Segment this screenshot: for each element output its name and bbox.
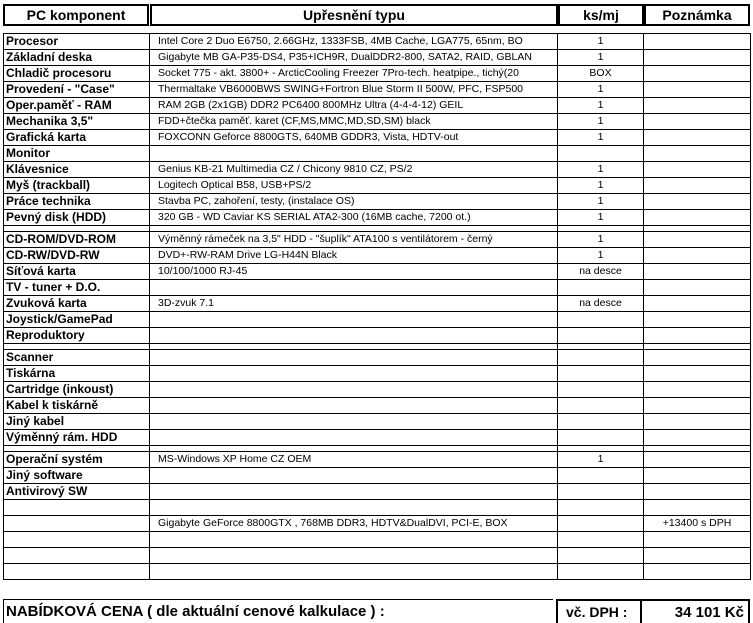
- separator-cell: [644, 344, 751, 349]
- offer-price-label: NABÍDKOVÁ CENA ( dle aktuální cenové kalkulace ) :: [3, 599, 553, 623]
- qty-cell: 1: [558, 178, 644, 193]
- qty-cell: [558, 548, 644, 563]
- separator-cell: [644, 226, 751, 231]
- spec-cell: [150, 146, 558, 161]
- note-cell: [644, 468, 751, 483]
- component-cell: CD-RW/DVD-RW: [4, 248, 150, 263]
- note-cell: [644, 398, 751, 413]
- qty-cell: [558, 468, 644, 483]
- note-cell: [644, 248, 751, 263]
- qty-cell: BOX: [558, 66, 644, 81]
- note-cell: [644, 280, 751, 295]
- note-cell: [644, 98, 751, 113]
- component-cell: [4, 500, 150, 515]
- qty-cell: [558, 398, 644, 413]
- table-row: [4, 210, 751, 226]
- separator-cell: [558, 446, 644, 451]
- table-row: [4, 532, 751, 548]
- qty-cell: 1: [558, 210, 644, 225]
- note-cell: [644, 146, 751, 161]
- spec-cell: [150, 350, 558, 365]
- component-cell: Grafická karta: [4, 130, 150, 145]
- component-cell: Výměnný rám. HDD: [4, 430, 150, 445]
- table-row: [4, 98, 751, 114]
- note-cell: [644, 50, 751, 65]
- note-cell: [644, 500, 751, 515]
- component-cell: Chladič procesoru: [4, 66, 150, 81]
- header-note: Poznámka: [644, 4, 750, 26]
- component-cell: CD-ROM/DVD-ROM: [4, 232, 150, 247]
- table-row: [4, 328, 751, 344]
- qty-cell: 1: [558, 114, 644, 129]
- vat-label: vč. DPH :: [556, 599, 642, 623]
- component-cell: Operační systém: [4, 452, 150, 467]
- table-row: [4, 366, 751, 382]
- spec-cell: Gigabyte GeForce 8800GTX , 768MB DDR3, HDTV&DualDVI, PCI-E, BOX: [150, 516, 558, 531]
- spec-cell: 3D-zvuk 7.1: [150, 296, 558, 311]
- component-cell: Provedení - "Case": [4, 82, 150, 97]
- table-row: [4, 66, 751, 82]
- spec-cell: 10/100/1000 RJ-45: [150, 264, 558, 279]
- spec-cell: RAM 2GB (2x1GB) DDR2 PC6400 800MHz Ultra (4-4-4-12) GEIL: [150, 98, 558, 113]
- qty-cell: [558, 500, 644, 515]
- note-cell: [644, 264, 751, 279]
- qty-cell: [558, 516, 644, 531]
- spec-cell: FDD+čtečka paměť. karet (CF,MS,MMC,MD,SD,SM) black: [150, 114, 558, 129]
- qty-cell: [558, 312, 644, 327]
- spec-cell: [150, 312, 558, 327]
- note-cell: [644, 194, 751, 209]
- table-row: [4, 468, 751, 484]
- separator-cell: [150, 446, 558, 451]
- header-component: PC komponent: [3, 4, 149, 26]
- component-cell: Reproduktory: [4, 328, 150, 343]
- qty-cell: [558, 382, 644, 397]
- table-row: [4, 82, 751, 98]
- qty-cell: [558, 328, 644, 343]
- component-cell: Monitor: [4, 146, 150, 161]
- qty-cell: [558, 532, 644, 547]
- component-cell: Mechanika 3,5": [4, 114, 150, 129]
- component-cell: Scanner: [4, 350, 150, 365]
- table-row: [4, 398, 751, 414]
- component-cell: Tiskárna: [4, 366, 150, 381]
- qty-cell: 1: [558, 248, 644, 263]
- total-price: 34 101 Kč: [642, 599, 750, 623]
- table-row: [4, 430, 751, 446]
- qty-cell: 1: [558, 130, 644, 145]
- spec-cell: [150, 468, 558, 483]
- spec-cell: FOXCONN Geforce 8800GTS, 640MB GDDR3, Vista, HDTV-out: [150, 130, 558, 145]
- spec-cell: Stavba PC, zahoření, testy, (instalace OS): [150, 194, 558, 209]
- component-cell: Základní deska: [4, 50, 150, 65]
- separator-cell: [558, 226, 644, 231]
- component-cell: Zvuková karta: [4, 296, 150, 311]
- table-row: [4, 130, 751, 146]
- note-cell: [644, 532, 751, 547]
- table-row: [4, 34, 751, 50]
- spec-cell: MS-Windows XP Home CZ OEM: [150, 452, 558, 467]
- note-cell: [644, 328, 751, 343]
- note-cell: [644, 34, 751, 49]
- component-cell: Jiný kabel: [4, 414, 150, 429]
- note-cell: [644, 296, 751, 311]
- component-cell: [4, 564, 150, 579]
- spec-cell: [150, 564, 558, 579]
- note-cell: [644, 430, 751, 445]
- component-cell: TV - tuner + D.O.: [4, 280, 150, 295]
- table-row: [4, 484, 751, 500]
- separator-cell: [4, 226, 150, 231]
- qty-cell: 1: [558, 50, 644, 65]
- spec-cell: Socket 775 - akt. 3800+ - ArcticCooling Freezer 7Pro-tech. heatpipe., tichý(20: [150, 66, 558, 81]
- table-row: [4, 232, 751, 248]
- table-row: [4, 452, 751, 468]
- component-cell: [4, 532, 150, 547]
- separator-cell: [4, 446, 150, 451]
- spec-cell: [150, 328, 558, 343]
- note-cell: [644, 178, 751, 193]
- spec-cell: [150, 382, 558, 397]
- note-cell: [644, 350, 751, 365]
- spec-cell: [150, 280, 558, 295]
- spec-cell: Thermaltake VB6000BWS SWING+Fortron Blue Storm II 500W, PFC, FSP500: [150, 82, 558, 97]
- note-cell: [644, 114, 751, 129]
- component-cell: Antivirový SW: [4, 484, 150, 499]
- note-cell: [644, 232, 751, 247]
- note-cell: [644, 564, 751, 579]
- table-row: [4, 280, 751, 296]
- table-row: [4, 194, 751, 210]
- separator-cell: [150, 226, 558, 231]
- note-cell: [644, 66, 751, 81]
- header-qty: ks/mj: [558, 4, 644, 26]
- spec-cell: [150, 366, 558, 381]
- note-cell: [644, 382, 751, 397]
- table-row: [4, 146, 751, 162]
- spec-cell: [150, 484, 558, 499]
- component-cell: Joystick/GamePad: [4, 312, 150, 327]
- separator-cell: [4, 344, 150, 349]
- qty-cell: 1: [558, 162, 644, 177]
- spec-cell: [150, 548, 558, 563]
- spec-cell: Výměnný rámeček na 3,5" HDD - "šuplík" ATA100 s ventilátorem - černý: [150, 232, 558, 247]
- separator-cell: [558, 344, 644, 349]
- component-cell: Myš (trackball): [4, 178, 150, 193]
- table-row: [4, 264, 751, 280]
- spec-cell: Intel Core 2 Duo E6750, 2.66GHz, 1333FSB, 4MB Cache, LGA775, 65nm, BO: [150, 34, 558, 49]
- qty-cell: na desce: [558, 264, 644, 279]
- component-table: [3, 33, 751, 580]
- table-row: [4, 162, 751, 178]
- qty-cell: 1: [558, 98, 644, 113]
- separator-cell: [644, 446, 751, 451]
- component-cell: Procesor: [4, 34, 150, 49]
- component-cell: Cartridge (inkoust): [4, 382, 150, 397]
- note-cell: [644, 82, 751, 97]
- qty-cell: [558, 366, 644, 381]
- table-row: [4, 414, 751, 430]
- spec-cell: Gigabyte MB GA-P35-DS4, P35+ICH9R, DualDDR2-800, SATA2, RAID, GBLAN: [150, 50, 558, 65]
- note-cell: [644, 366, 751, 381]
- qty-cell: [558, 430, 644, 445]
- component-cell: Kabel k tiskárně: [4, 398, 150, 413]
- table-row: [4, 382, 751, 398]
- qty-cell: [558, 414, 644, 429]
- spec-cell: DVD+-RW-RAM Drive LG-H44N Black: [150, 248, 558, 263]
- spec-cell: [150, 532, 558, 547]
- note-cell: [644, 548, 751, 563]
- component-cell: Práce technika: [4, 194, 150, 209]
- qty-cell: [558, 280, 644, 295]
- qty-cell: [558, 564, 644, 579]
- component-cell: Oper.paměť - RAM: [4, 98, 150, 113]
- spec-cell: Genius KB-21 Multimedia CZ / Chicony 9810 CZ, PS/2: [150, 162, 558, 177]
- spec-cell: [150, 414, 558, 429]
- note-cell: [644, 414, 751, 429]
- table-row: [4, 178, 751, 194]
- qty-cell: 1: [558, 34, 644, 49]
- table-row: [4, 500, 751, 516]
- table-row: [4, 548, 751, 564]
- qty-cell: [558, 146, 644, 161]
- qty-cell: 1: [558, 452, 644, 467]
- component-cell: [4, 548, 150, 563]
- note-cell: [644, 452, 751, 467]
- table-row: [4, 564, 751, 580]
- table-row: [4, 516, 751, 532]
- spec-cell: [150, 500, 558, 515]
- component-cell: Síťová karta: [4, 264, 150, 279]
- spec-cell: Logitech Optical B58, USB+PS/2: [150, 178, 558, 193]
- component-cell: [4, 516, 150, 531]
- table-row: [4, 50, 751, 66]
- note-cell: [644, 312, 751, 327]
- table-row: [4, 312, 751, 328]
- note-cell: [644, 130, 751, 145]
- separator-cell: [150, 344, 558, 349]
- table-row: [4, 114, 751, 130]
- qty-cell: [558, 350, 644, 365]
- note-cell: +13400 s DPH: [644, 516, 751, 531]
- note-cell: [644, 484, 751, 499]
- table-row: [4, 350, 751, 366]
- note-cell: [644, 210, 751, 225]
- header-spec: Upřesnění typu: [150, 4, 558, 26]
- qty-cell: [558, 484, 644, 499]
- note-cell: [644, 162, 751, 177]
- qty-cell: 1: [558, 194, 644, 209]
- table-row: [4, 296, 751, 312]
- component-cell: Jiný software: [4, 468, 150, 483]
- component-cell: Pevný disk (HDD): [4, 210, 150, 225]
- qty-cell: 1: [558, 232, 644, 247]
- component-cell: Klávesnice: [4, 162, 150, 177]
- qty-cell: 1: [558, 82, 644, 97]
- table-row: [4, 248, 751, 264]
- spec-cell: [150, 430, 558, 445]
- spec-cell: 320 GB - WD Caviar KS SERIAL ATA2-300 (16MB cache, 7200 ot.): [150, 210, 558, 225]
- qty-cell: na desce: [558, 296, 644, 311]
- spec-cell: [150, 398, 558, 413]
